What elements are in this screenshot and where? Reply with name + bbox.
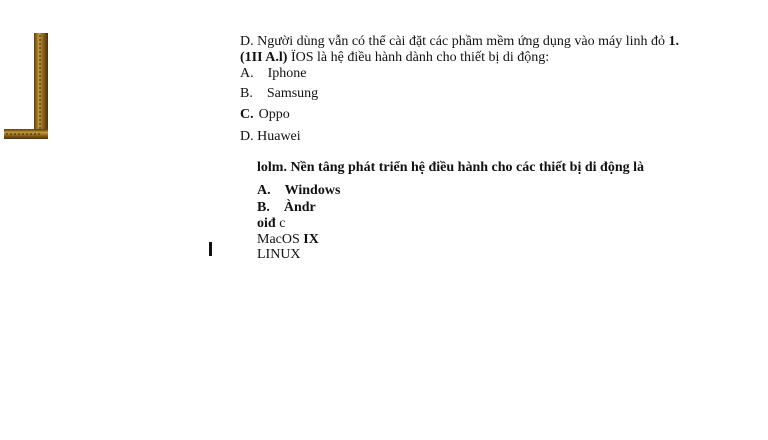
- question-1-stem: [240, 50, 549, 66]
- option-text: Àndr: [283, 200, 316, 215]
- option-letter: A.: [257, 183, 271, 198]
- option-text: Oppo: [258, 107, 290, 122]
- prev-question-option-d: [240, 34, 679, 50]
- prev-option-d-text: D. Người dùng vẫn có thể cài đặt các phầm mềm ứng dụng vào máy linh đỏ: [240, 34, 665, 49]
- option-letter: B.: [257, 200, 270, 215]
- option-letter: B.: [240, 86, 253, 101]
- macos-text: MacOS: [257, 232, 300, 247]
- question-1-option-d: [240, 129, 301, 145]
- question-number: 1.: [668, 34, 679, 49]
- question-1-option-c: [240, 107, 290, 123]
- question-2-option-b: [257, 200, 316, 216]
- question-2-option-a: [257, 183, 340, 199]
- picture-frame-corner: [4, 33, 48, 139]
- question-2-stem: lolm. Nền tâng phát triển hệ điều hành cho các thiết bị di động là: [257, 160, 644, 175]
- question-2-macos-line: [257, 232, 319, 248]
- question-2-linux-line: LINUX: [257, 247, 301, 262]
- option-letter: D.: [240, 129, 254, 144]
- option-text: Iphone: [267, 66, 307, 81]
- question-1-option-a: [240, 66, 307, 82]
- fragment-bold: oiđ: [257, 216, 276, 231]
- text-cursor-mark: [209, 242, 212, 256]
- question-1-option-b: [240, 86, 318, 102]
- question-1-code: (1II A.l): [240, 50, 288, 65]
- option-text: Samsung: [266, 86, 319, 101]
- option-letter: A.: [240, 66, 254, 81]
- question-1-text: ÏOS là hệ điều hành dành cho thiết bị di động:: [290, 50, 550, 65]
- option-text: Huawei: [257, 129, 301, 144]
- macos-suffix: IX: [303, 232, 319, 247]
- option-letter: C.: [240, 107, 254, 122]
- question-2-fragment: [257, 216, 285, 232]
- fragment-plain: c: [279, 216, 286, 231]
- option-text: Windows: [284, 183, 341, 198]
